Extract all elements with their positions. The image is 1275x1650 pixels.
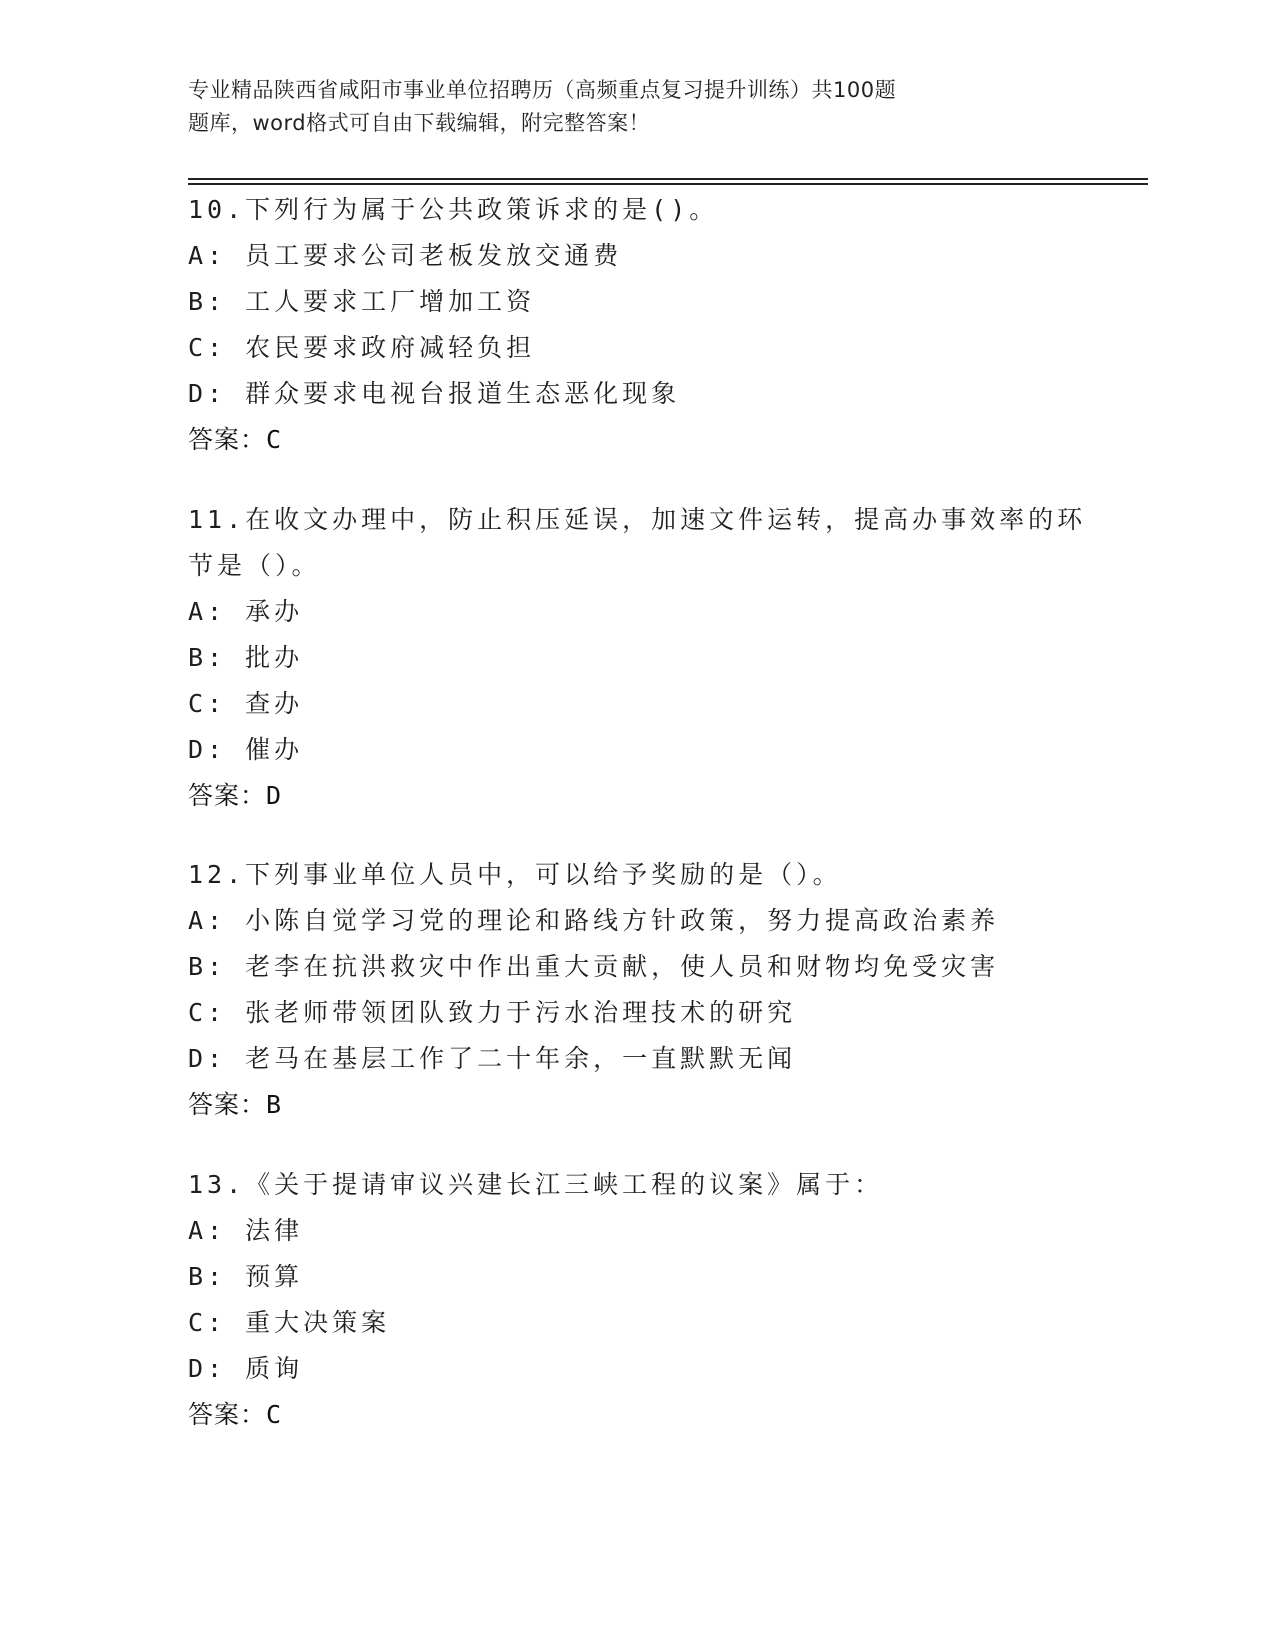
answer-label: 答案： — [188, 1400, 267, 1429]
question-12 — [188, 852, 1088, 1128]
header-line-2: 题库，word格式可自由下载编辑，附完整答案！ — [188, 111, 651, 135]
option-c: C: 查办 — [188, 689, 304, 718]
answer-value: D — [266, 781, 283, 810]
question-11 — [188, 497, 1088, 819]
option-a: A: 法律 — [188, 1216, 304, 1245]
header-rule-top — [188, 178, 1148, 180]
question-stem: 12.下列事业单位人员中，可以给予奖励的是（）。 — [188, 860, 842, 889]
answer-value: C — [266, 425, 283, 454]
question-13 — [188, 1162, 1088, 1438]
answer-label: 答案： — [188, 781, 267, 810]
option-a: A: 承办 — [188, 597, 304, 626]
option-a: A: 小陈自觉学习党的理论和路线方针政策，努力提高政治素养 — [188, 906, 1000, 935]
document-header — [188, 74, 1028, 140]
answer-line — [188, 417, 1088, 463]
option-c: C: 农民要求政府减轻负担 — [188, 333, 536, 362]
answer-label: 答案： — [188, 425, 267, 454]
option-d: D: 群众要求电视台报道生态恶化现象 — [188, 379, 681, 408]
option-d: D: 催办 — [188, 735, 304, 764]
question-10 — [188, 187, 1088, 463]
answer-line — [188, 773, 1088, 819]
question-stem-line-1: 11.在收文办理中，防止积压延误，加速文件运转，提高办事效率的环 — [188, 505, 1087, 534]
option-a: A: 员工要求公司老板发放交通费 — [188, 241, 623, 270]
answer-line — [188, 1392, 1088, 1438]
question-stem-line-2: 节是（）。 — [188, 551, 321, 580]
header-line-1: 专业精品陕西省咸阳市事业单位招聘历（高频重点复习提升训练）共100题 — [188, 78, 897, 102]
option-b: B: 批办 — [188, 643, 304, 672]
option-b: B: 工人要求工厂增加工资 — [188, 287, 536, 316]
answer-label: 答案： — [188, 1090, 267, 1119]
option-d: D: 质询 — [188, 1354, 304, 1383]
option-d: D: 老马在基层工作了二十年余，一直默默无闻 — [188, 1044, 797, 1073]
answer-line — [188, 1082, 1088, 1128]
option-b: B: 老李在抗洪救灾中作出重大贡献，使人员和财物均免受灾害 — [188, 952, 1000, 981]
question-stem: 13.《关于提请审议兴建长江三峡工程的议案》属于： — [188, 1170, 884, 1199]
header-rule-bottom — [188, 183, 1148, 185]
question-stem: 10.下列行为属于公共政策诉求的是()。 — [188, 195, 719, 224]
answer-value: C — [266, 1400, 283, 1429]
option-c: C: 张老师带领团队致力于污水治理技术的研究 — [188, 998, 797, 1027]
answer-value: B — [266, 1090, 283, 1119]
option-b: B: 预算 — [188, 1262, 304, 1291]
option-c: C: 重大决策案 — [188, 1308, 391, 1337]
